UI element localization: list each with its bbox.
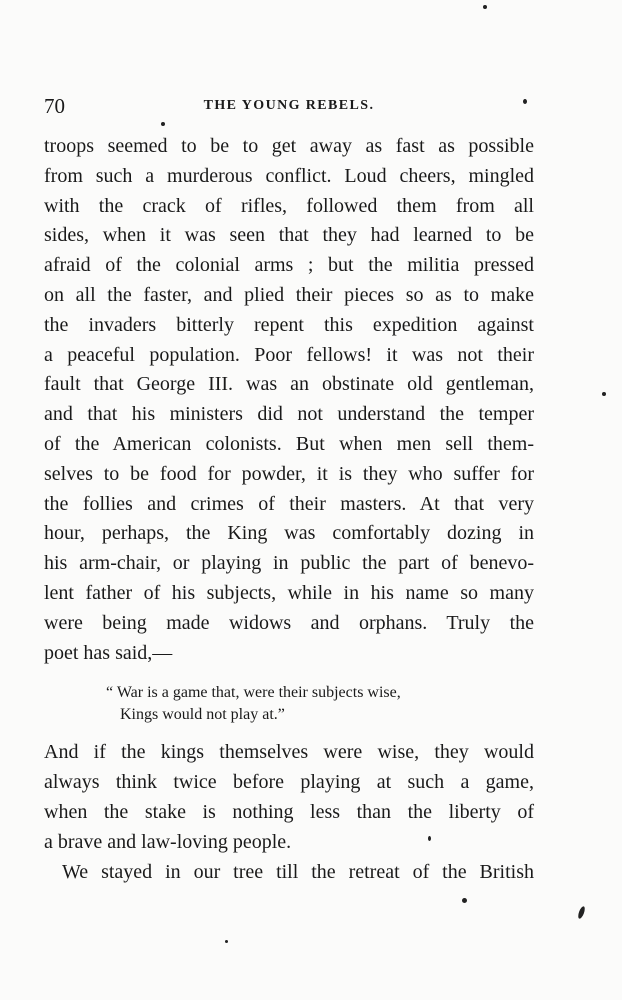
- text-line: on all the faster, and plied their pieces so as to make: [44, 283, 534, 306]
- text-line: fault that George III. was an obstinate old gentleman,: [44, 373, 534, 396]
- text-line: hour, perhaps, the King was comfortably dozing in: [44, 522, 534, 545]
- text-line: were being made widows and orphans. Truly the: [44, 611, 534, 634]
- text-line: always think twice before playing at such a game,: [44, 771, 534, 794]
- page-body: [44, 132, 534, 887]
- page-header: [44, 94, 534, 118]
- scan-speck: [577, 906, 586, 920]
- block-quote: [44, 668, 534, 738]
- quote-line: “ War is a game that, were their subjects wise,: [106, 684, 401, 702]
- scan-speck: [428, 836, 431, 841]
- text-line: troops seemed to be to get away as fast as possible: [44, 135, 534, 157]
- text-line: afraid of the colonial arms ; but the militia pressed: [44, 254, 534, 277]
- text-line: the invaders bitterly repent this expedition against: [44, 313, 534, 336]
- scan-speck: [602, 392, 606, 396]
- text-line: poet has said,—: [44, 641, 173, 664]
- scan-speck: [462, 898, 467, 903]
- text-line: sides, when it was seen that they had learned to be: [44, 224, 534, 247]
- text-line: a peaceful population. Poor fellows! it was not their: [44, 343, 534, 366]
- paragraph: [44, 738, 534, 857]
- text-line: with the crack of rifles, followed them from all: [44, 194, 534, 217]
- scan-speck: [523, 99, 527, 104]
- text-line: when the stake is nothing less than the liberty of: [44, 800, 534, 823]
- text-line: the follies and crimes of their masters. At that very: [44, 492, 534, 515]
- text-line: of the American colonists. But when men sell them-: [44, 432, 534, 455]
- text-line: from such a murderous conflict. Loud cheers, mingled: [44, 164, 534, 187]
- text-line: lent father of his subjects, while in his name so many: [44, 581, 534, 604]
- page-number: 70: [44, 94, 65, 118]
- scan-speck: [225, 940, 228, 943]
- scan-speck: [161, 122, 165, 126]
- text-line: his arm-chair, or playing in public the part of benevo-: [44, 552, 534, 575]
- paragraph: [44, 858, 534, 888]
- text-line: a brave and law-loving people.: [44, 830, 292, 853]
- text-line: And if the kings themselves were wise, they would: [44, 741, 534, 764]
- text-line: selves to be food for powder, it is they who suffer for: [44, 462, 534, 485]
- quote-line: Kings would not play at.”: [120, 706, 285, 724]
- paragraph: [44, 132, 534, 668]
- text-line: and that his ministers did not understand the temper: [44, 403, 534, 426]
- text-line: We stayed in our tree till the retreat of the British: [62, 860, 534, 883]
- scan-speck: [483, 5, 487, 9]
- running-head: THE YOUNG REBELS.: [203, 98, 375, 113]
